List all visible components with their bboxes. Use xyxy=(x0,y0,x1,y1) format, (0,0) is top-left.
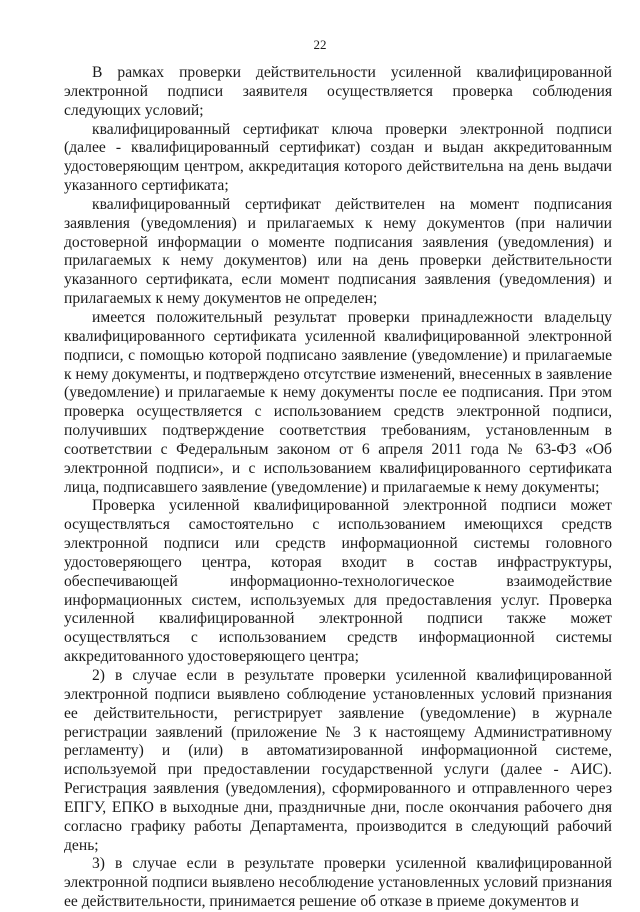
paragraph-item-2: 2) в случае если в результате проверки усиленной квалифицированной электронной подписи выявлено соблюдение установленных условий признания ее действительности, регистрирует заявление (уведомление) в журнале регистрации заявлений (приложение № 3 к настоящему Административному регламенту) и (или) в автоматизированной информационной системе, используемой при предоставлении государственной услуги (далее - АИС). Регистрация заявления (уведомления), сформированного и отправленного через ЕПГУ, ЕПКО в выходные дни, праздничные дни, после окончания рабочего дня согласно графику работы Департамента, производится в следующий рабочий день; xyxy=(64,667,612,854)
paragraph-certificate-issued: квалифицированный сертификат ключа проверки электронной подписи (далее - квалифицированный сертификат) создан и выдан аккредитованным удостоверяющим центром, аккредитация которого действительна на день выдачи указанного сертификата; xyxy=(64,120,612,195)
paragraph-intro: В рамках проверки действительности усиленной квалифицированной электронной подписи заявителя осуществляется проверка соблюдения следующих условий; xyxy=(64,64,612,119)
paragraph-item-3: 3) в случае если в результате проверки усиленной квалифицированной электронной подписи выявлено несоблюдение установленных условий признания ее действительности, принимается решение об отказе в приеме документов и xyxy=(64,855,612,911)
document-body xyxy=(64,64,612,912)
paragraph-ownership-check: имеется положительный результат проверки принадлежности владельцу квалифицированного сертификата усиленной квалифицированной электронной подписи, с помощью которой подписано заявление (уведомление) и прилагаемые к нему документы, и подтверждено отсутствие изменений, внесенных в заявление (уведомление) и прилагаемые к нему документы после ее подписания. При этом проверка осуществляется с использованием средств электронной подписи, получивших подтверждение соответствия требованиям, установленным в соответствии с Федеральным законом от 6 апреля 2011 года № 63-ФЗ «Об электронной подписи», и с использованием квалифицированного сертификата лица, подписавшего заявление (уведомление) и прилагаемые к нему документы; xyxy=(64,308,612,496)
paragraph-verification-means: Проверка усиленной квалифицированной электронной подписи может осуществляться самостоятельно с использованием имеющихся средств электронной подписи или средств информационной системы головного удостоверяющего центра, которая входит в состав инфраструктуры, обеспечивающей информационно-технологическое взаимодействие информационных систем, используемых для предоставления услуг. Проверка усиленной квалифицированной электронной подписи также может осуществляться с использованием средств информационной системы аккредитованного удостоверяющего центра; xyxy=(64,497,612,666)
paragraph-certificate-valid: квалифицированный сертификат действителен на момент подписания заявления (уведомления) и прилагаемых к нему документов (при наличии достоверной информации о моменте подписания заявления (уведомления) и прилагаемых к нему документов) или на день проверки действительности указанного сертификата, если момент подписания заявления (уведомления) и прилагаемых к нему документов не определен; xyxy=(64,195,612,308)
page-number: 22 xyxy=(313,37,327,52)
